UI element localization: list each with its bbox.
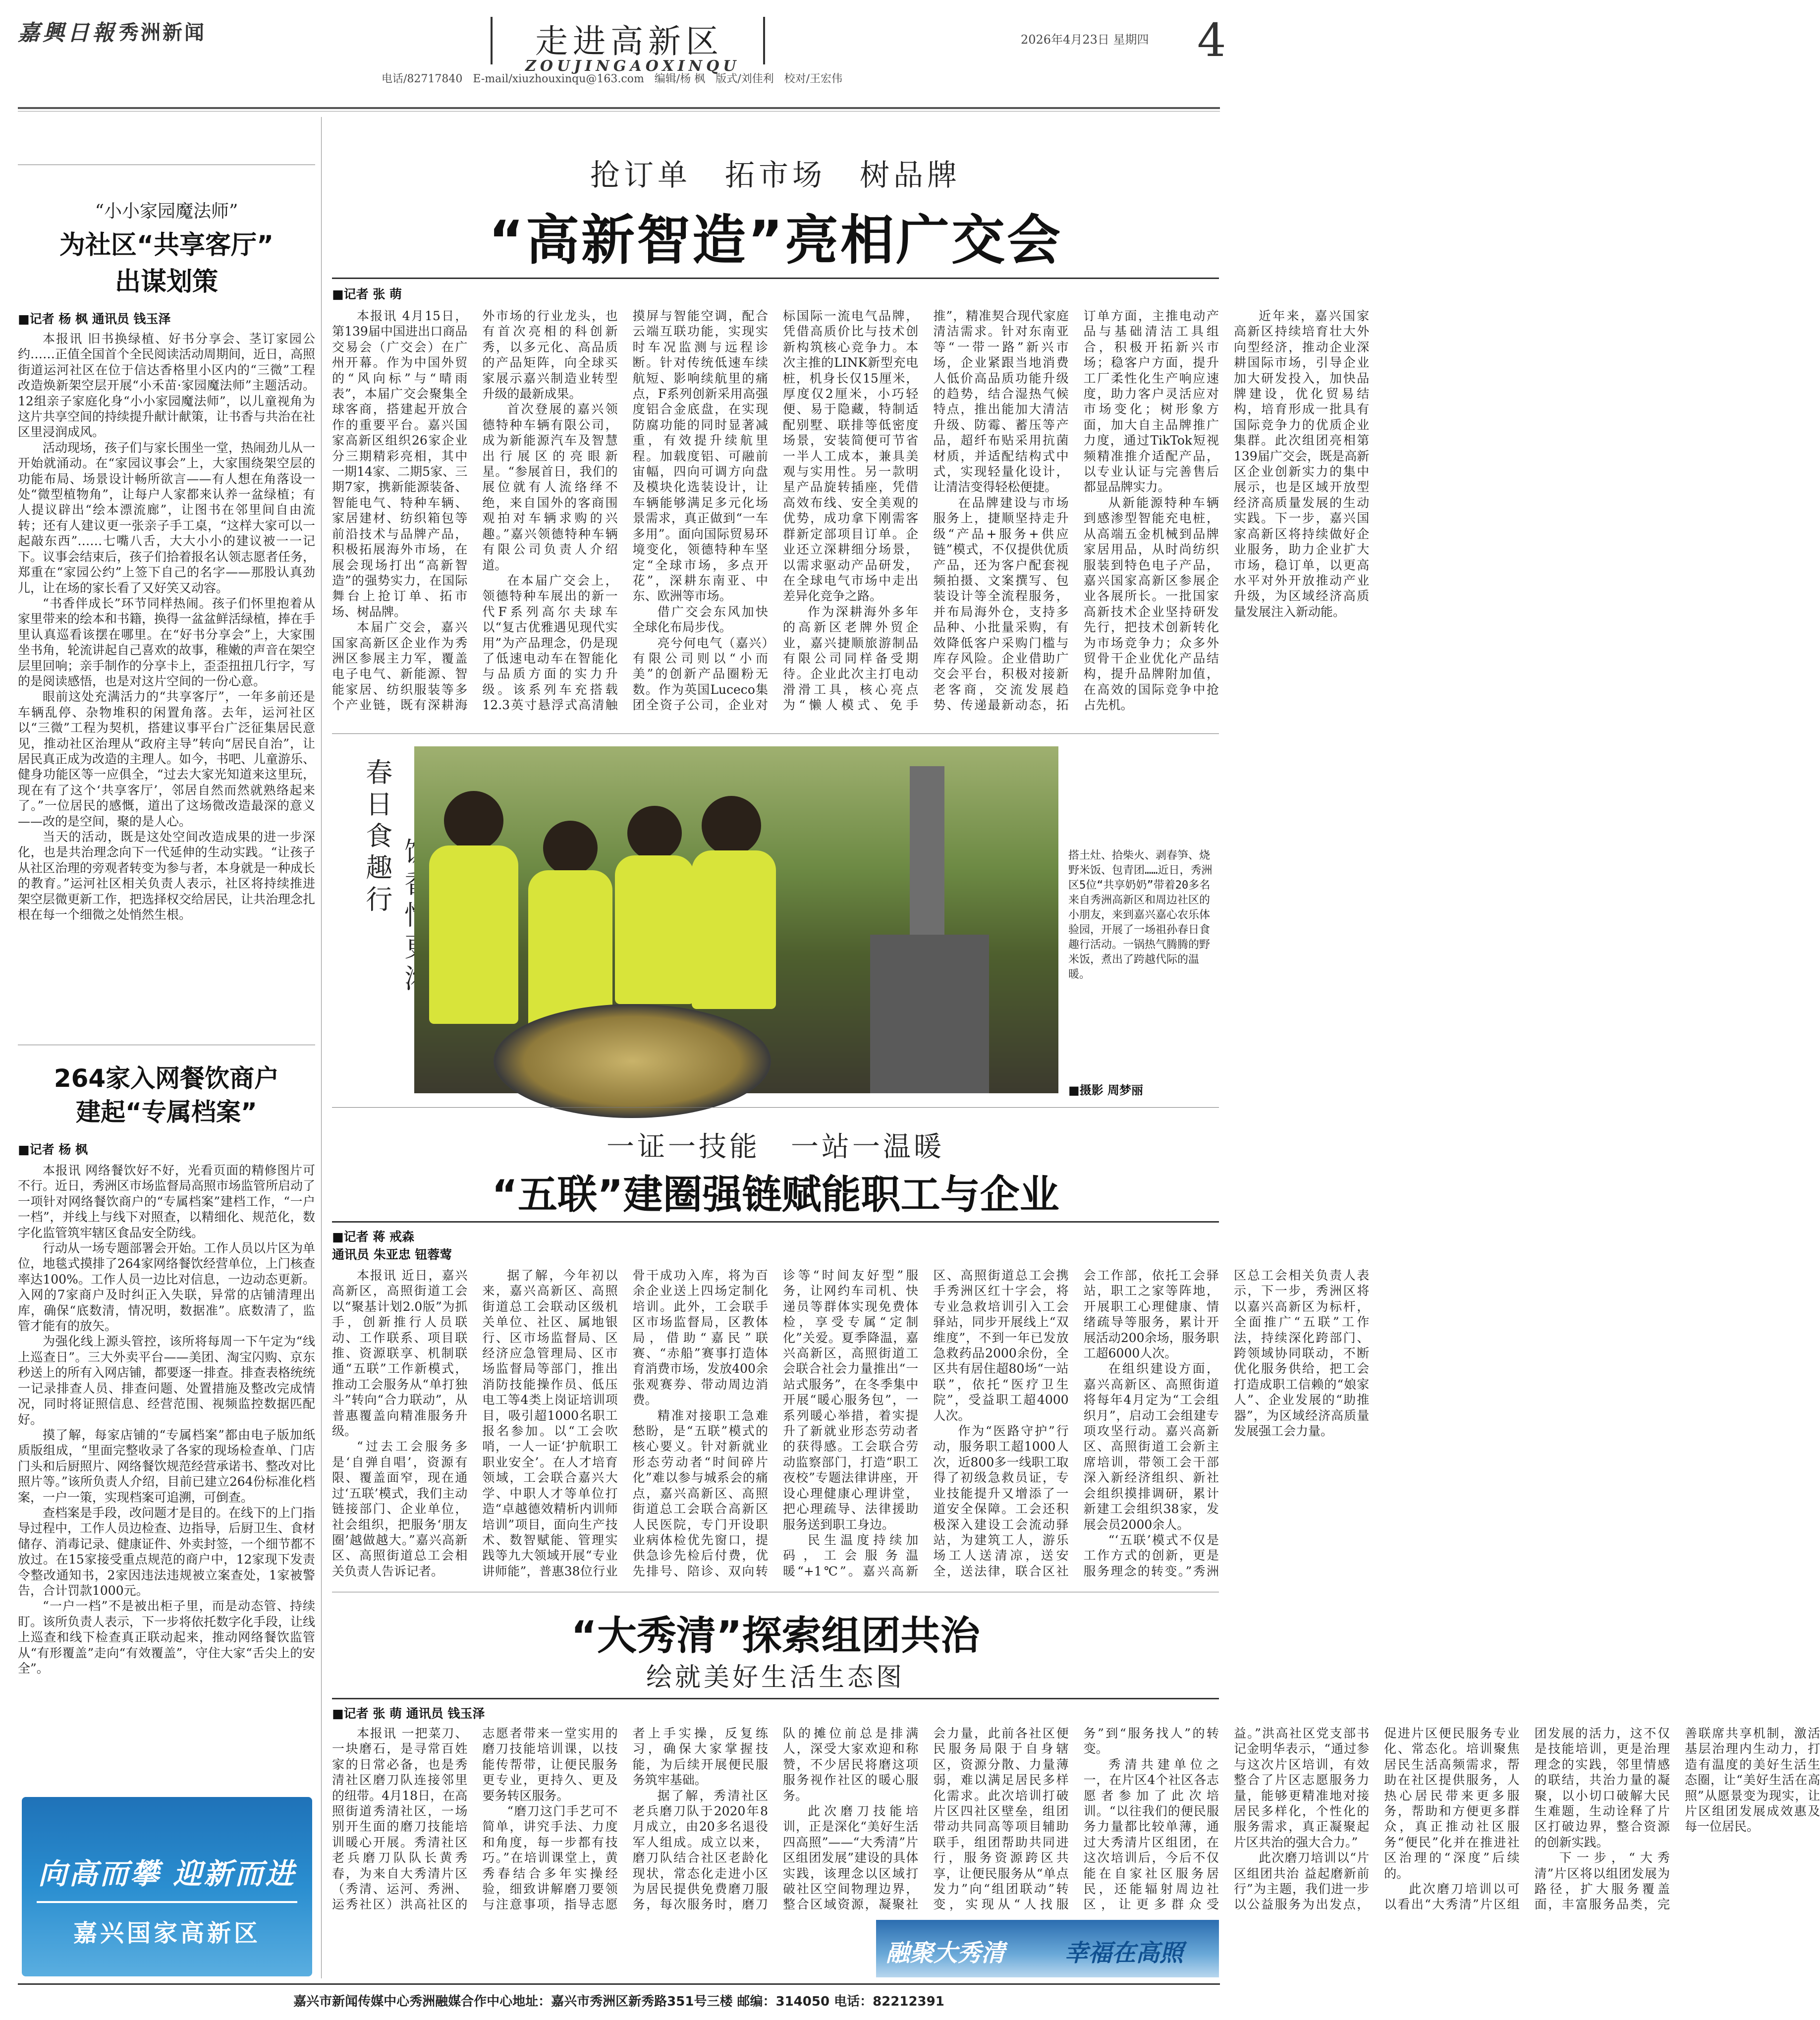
paragraph: 在本届广交会上，领德特种车展出的新一代F系列高尔夫球车以“复古优雅遇见现代实用”为产品理念，仍是现了低速电动车在智能化与品质方面的实力升级。该系列车充搭载12.3英寸悬浮式高清触摸屏与智能空调，配合云端互联功能，实现实时车况监测与远程诊断。针对传统低速车续航短、影响续航里的痛点，F系列创新采用高强度铝合金底盘，在实现防腐功能的同时显著减重，有效提升续航里程。加载度铝、可融前宙幅，四向可调方向盘及模块化选装设计，让车辆能够满足多元化场景需求，真正做到“一车多用”。面向国际贸易环境变化，领德特种车坚定“全球市场，多点开花”，深耕东南亚、中东、欧洲等市场。 — [482, 309, 768, 713]
middle-article-body — [332, 1268, 1370, 1581]
photo-caption: 搭土灶、拾柴火、剥春笋、烧野米饭、包青团……近日，秀洲区5位“共享奶奶”带着20多名来自秀洲高新区和周边社区的小朋友，来到嘉兴嘉心农乐体验园，开展了一场祖孙春日食趣行活动。一锅热气腾腾的野米饭，煮出了跨越代际的温暖。 — [1068, 849, 1213, 981]
column-divider — [321, 117, 322, 1978]
paragraph: 近年来，嘉兴国家高新区持续培育壮大外向型经济，推动企业深耕国际市场，引导企业加大研发投入，加快品牌建设，优化贸易结构，培育形成一批具有国际竞争力的优质企业集群。此次组团亮相第139届广交会，既是高新区企业创新实力的集中展示，也是区域开放型经济高质量发展的生动实践。下一步，嘉兴国家高新区将持续做好企业服务，助力企业扩大市场，稳订单，以更高水平对外开放推动产业升级，为区域经济高质量发展注入新动能。 — [1233, 309, 1370, 619]
left-article-headline-2: 出谋划策 — [114, 267, 218, 297]
header-rule-thin — [18, 111, 1220, 112]
photo-feature-top-rule — [332, 733, 1219, 734]
left-article-body — [18, 331, 315, 1031]
bottom-article-headline: “大秀清”探索组团共治 — [571, 1613, 980, 1659]
middle-article-top-rule — [332, 1107, 1219, 1108]
paragraph: 查档案是手段，改问题才是目的。在线下的上门指导过程中，工作人员边检查、边指导，后厨卫生、食材储存、消毒记录、健康证件、外卖封签，一个细节都不放过。在15家接受重点规范的商户中，12家现下发责令整改通知书，2家因违法违规被立案查处，1家被警告，合计罚款1000元。 — [18, 1505, 316, 1598]
ad-banner-slogan: 向高而攀 迎新而进 — [38, 1857, 296, 1891]
header-divider-left — [491, 17, 493, 64]
masthead-logo: 嘉興日報 — [18, 20, 117, 46]
paragraph: 本报讯 旧书换绿植、好书分享会、茎订家园公约……正值全国首个全民阅读活动周期间，近日，高照街道运河社区在位于信达香格里小区内的“三微”工程改造焕新架空层开展“小禾苗·家园魔法师”主题活动。12组亲子家庭化身“小小家园魔法师”，以儿童视角为这片共享空间的持续提升献计献策，让书香与共治在社区里浸润成风。 — [18, 332, 316, 440]
paragraph: 本报讯 一把菜刀、一块磨石，是寻常百姓家的日常必备，也是秀清社区磨刀队连接邻里的纽带。4月18日，在高照街道秀清社区，一场别开生面的磨刀技能培训暖心开展。秀清社区老兵磨刀队队长黄秀春，为来自大秀清片区（秀清、运河、秀洲、运秀社区）洪高社区的志愿者带来一堂实用的磨刀技能培训课，以技能传帮带，让便民服务更专业，更持久、更及要务转区服务。 — [332, 1726, 618, 1912]
paragraph: 活动现场，孩子们与家长围坐一堂，热闹劲儿从一开始就涌动。在“家园议事会”上，大家围绕架空层的功能布局、场景设计畅所欲言——有人想在角落设一处“微型植物角”，让每户人家都来认养一盆绿植；有人提议辟出“绘本漂流廊”，让图书在邻里间自由流转；还有人建议更一张亲子手工桌，“这样大家可以一起敲东西”……七嘴八舌，大大小小的建议被一一记下。议事会结束后，孩子们拾着报名认领志愿者任务，郑重在“家园公约”上签下自己的名字——那股认真劲儿，让在场的家长看了又好笑又动容。 — [18, 440, 316, 595]
ad-banner-high-tech-zone — [22, 1797, 312, 1976]
paragraph: “过去工会服务多是‘自弹自唱’，资源有限、覆盖面窄，现在通过‘五联’模式，我们主动链接部门、企业单位，社会组织，把服务‘朋友圈’越做越大。”嘉兴高新区、高照街道总工会相关负责人告诉记者。 — [332, 1439, 468, 1578]
top-article-rule — [332, 278, 1219, 279]
photo-credit: ■摄影 周梦丽 — [1068, 1083, 1144, 1097]
middle-article-kicker: 一证一技能 一站一温暖 — [607, 1131, 944, 1163]
paragraph: 借广交会东风加快全球化布局步伐。 — [632, 604, 768, 635]
paragraph: 作为“医路守护”行动，服务职工超1000人次，近800多一线职工取得了初级急救员证，专业技能提升又增添了一道安全保障。工会还积极深入建设工会流动驿站，为建筑工人，游乐场工人送清凉，送安全，送法律，联合区社会工作部，依托工会驿站，职工之家等阵地，开展职工心理健康、情绪疏导等服务，累计开展活动200余场，服务职工超6000人次。 — [933, 1268, 1219, 1578]
stove-body — [870, 935, 989, 1093]
paragraph: 在组织建设方面，嘉兴高新区、高照街道将每年4月定为“工会组织月”，启动工会组建专项攻坚行动。嘉兴高新区、高照街道工会新主席培训，带领工会干部深入新经济组织、新社会组织摸排调研，累计新建工会组织38家，发展会员2000余人。 — [1083, 1361, 1219, 1532]
child-figure — [444, 791, 503, 850]
paragraph: 此次磨刀培训以可以看出“大秀清”片区组团发展的活力，这不仅是技能培训，更是治理理念的实践，邻里情感的联结，共治力量的凝聚，以小切口破解大民生难题，生动诠释了片区打破边界，整合资源的创新实践。 — [1384, 1726, 1670, 1912]
paragraph: 据了解，秀清社区老兵磨刀队于2020年8月成立，由20多名退役军人组成。成立以来，磨刀队结合社区老龄化现状，常态化走进小区为居民提供免费磨刀服务，每次服务时，磨刀队的摊位前总是排满人，深受大家欢迎和称赞，不少居民将磨这项服务视作社区的暖心服务。 — [632, 1726, 919, 1912]
middle-article-byline-1: ■记者 蒋 戒森 — [332, 1230, 415, 1244]
paragraph: 眼前这处充满活力的“共享客厅”，一年多前还是车辆乱停、杂物堆积的闲置角落。去年，运河社区以“三微”工程为契机，搭建议事平台广泛征集居民意见，推动社区治理从“政府主导”转向“居民自治”，让居民真正成为改造的主理人。如今，书吧、儿童游乐、健身功能区等一应俱全，“过去大家光知道来这里玩，现在有了这个‘共享客厅’，邻居自然而然就熟络起来了。”一位居民的感慨，道出了这场微改造最深的意义——改的是空间，聚的是人心。 — [18, 689, 316, 829]
paragraph: 本报讯 网络餐饮好不好，光看页面的精修图片可不行。近日，秀洲区市场监督局高照市场监管所启动了一项针对网络餐饮商户的“专属档案”建档工作，“一户一档”，并线上与线下对照查，以精细化、规范化，数字化监管筑牢辖区食品安全防线。 — [18, 1163, 316, 1240]
masthead-section: 秀洲新闻 — [119, 21, 206, 44]
paragraph: 此次磨刀培训以“片区组团共治 益起磨新前行”为主题，我们进一步以公益服务为出发点，促进片区便民服务专业化、常态化。培训聚焦居民生活高频需求，帮助在社区提供服务，人热心居民带来更多服务，帮助和方便更多群众，真正推动社区服务“便民”化并在推进社区治理的“深度”后续的。 — [1233, 1726, 1520, 1912]
child-figure — [627, 806, 682, 860]
paragraph: 摸了解，每家店铺的“专属档案”都由电子版加纸质版组成，“里面完整收录了各家的现场检查单、门店门头和后厨照片、网络餐饮规范经营承诺书、整改对比照片等。”该所负责人介绍，目前已建立264份标准化档案，一户一策，实现档案可追溯，可倒查。 — [18, 1427, 316, 1505]
paragraph: 本报讯 近日，嘉兴高新区，高照街道工会以“聚基计划2.0版”为抓手，创新推行人员联动、工作联系、项目联推、资源联享、机制联通“五联”工作新模式，推动工会服务从“单打独斗”转向“合力联动”，从普惠覆盖向精准服务升级。 — [332, 1268, 468, 1439]
photo-children-cooking — [414, 746, 1058, 1093]
ad-banner-name: 嘉兴国家高新区 — [73, 1919, 261, 1947]
child-vest — [429, 845, 518, 1024]
paragraph: 亮兮何电气（嘉兴）有限公司则以“小而美”的创新产品圈粉无数。作为英国Luceco集团全资子公司，企业对标国际一流电气品牌，凭借高质价比与技术创新构筑核心竞争力。本次主推的LINK新型充电桩，机身长仅15厘米，厚度仅2厘米，小巧轻便、易于隐藏，特制适配别墅、联排等低密度场景，安装简便可节省一半人工成本，兼具美观与实用性。另一款明星产品旋转插座，凭借高效布线、安全美观的优势，成功拿下刚需客群新定部项目订单。企业还立深耕细分场景，以需求驱动产品研发，在全球电气市场中走出差异化竞争之路。 — [632, 309, 919, 713]
left-article2-byline: ■记者 杨 枫 — [18, 1142, 88, 1157]
bottom-article-subheadline: 绘就美好生活生态图 — [646, 1663, 905, 1692]
ad-banner-slogan-1: 融聚大秀清 — [886, 1939, 1005, 1967]
paragraph: “一户一档”不是被出柜子里，而是动态管、持续盯。该所负责人表示，下一步将依托数字化手段，让线上巡查和线下检查真正联动起来，推动网络餐饮监管从“有形覆盖”走向“有效覆盖”，守住大家“舌尖上的安全”。 — [18, 1599, 316, 1676]
paragraph: “‘五联’模式不仅是工作方式的创新，更是服务理念的转变。”秀洲区总工会相关负责人表示，下一步，秀洲区将以嘉兴高新区为标杆，全面推广“五联”工作法，持续深化跨部门、跨领域协同联动，不断优化服务供给，把工会打造成职工信赖的“娘家人”、企业发展的“助推器”，为区域经济高质量发展强工会力量。 — [1083, 1268, 1370, 1578]
paragraph: 秀清共建单位之一，在片区4个社区各志愿者参加了此次培训。“以往我们的便民服务力量都比较单薄，通过大秀清片区组团，在这次培训后，今后不仅能在自家社区服务居民，还能辐射周边社区，让更多群众受益。”洪高社区党支部书记金明华表示，“通过参与这次片区培训，有效整合了片区志愿服务力量，能够更精准地对接居民多样化，个性化的服务需求，真正凝聚起片区共治的强大合力。” — [1083, 1726, 1370, 1912]
child-vest — [615, 855, 694, 1004]
left-article-headline-1: 为社区“共享客厅” — [59, 230, 274, 260]
top-article-kicker: 抢订单 拓市场 树品牌 — [590, 158, 961, 193]
paragraph: 精准对接职工急难愁盼，是“五联”模式的核心要义。针对新就业形态劳动者“时间碎片化”难以参与城系会的痛点，嘉兴高新区、高照街道总工会联合高新区人民医院，专门开设职业病体检优先窗口，提供急诊先检后付费，优先排号、陪诊、双向转诊等“时间友好型”服务，让网约车司机、快递员等群体实现免费体检，享受专属“定制化”关爱。夏季降温，嘉兴高新区，高照街道工会联合社会力量推出“一站式服务”，在冬季集中开展“暖心服务包”，一系列暖心举措，着实提升了新就业形态劳动者的获得感。工会联合劳动监察部门，打造“职工夜校”专题法律讲座，开设心理健康心理讲堂，把心理疏导、法律援助服务送到职工身边。 — [632, 1268, 919, 1578]
top-article-body — [332, 308, 1370, 723]
child-figure — [543, 821, 598, 875]
footer-address: 嘉兴市新闻传媒中心秀洲融媒合作中心地址：嘉兴市秀洲区新秀路351号三楼 邮编：314050 电话：82212391 — [293, 1994, 944, 2009]
paragraph: 据了解，今年初以来，嘉兴高新区、高照街道总工会联动区级机关单位、社区、属地银行、区市场监督局、区经济应急管理局、区市场监督局等部门，推出消防技能操作员、低压电工等4类上岗证培训项目，吸引超1000名职工报名参加。以“工会吹哨，一人一证‘护航职工职业安全’。在人才培育领域，工会联合嘉兴大学、中职人才等单位打造“卓越德效精析内训师培训”项目，面向生产技术、数智赋能、管理实践等九大领域开展“专业讲师能”，普惠38位行业骨干成功入库，将为百余企业送上四场定制化培训。此外，工会联手区市场监督局，区教体局，借助“嘉民”联赛、“赤船”赛事打造体育消费市场，发放400余张观赛券、带动周边消费。 — [482, 1268, 768, 1578]
edition-pinyin: ZOUJINGAOXINQU — [525, 57, 740, 75]
edition-title: 走进高新区 — [535, 22, 723, 60]
middle-article-rule — [332, 1221, 1219, 1223]
paragraph: 从新能源特种车辆到感渗型智能充电桩，从高端五金机械到品牌家居用品，从时尚纺织服装到特色电子产品，嘉兴国家高新区参展企业各展所长。一批国家高新技术企业坚持研发先行，把技术创新转化为市场竞争力；众多外贸骨干企业优化产品结构，提升品牌附加值，在高效的国际竞争中抢占先机。 — [1083, 495, 1219, 713]
paragraph: 当天的活动，既是这处空间改造成果的进一步深化，也是共治理念向下一代延伸的生动实践。“让孩子从社区治理的旁观者转变为参与者，本身就是一种成长的教育。”运河社区相关负责人表示，社区将持续推进架空层微更新工作，把选择权交给居民，让共治理念扎根在每一个细微之处悄然生根。 — [18, 830, 316, 922]
header-divider-right — [763, 17, 765, 64]
paragraph: 首次登展的嘉兴领德特种车辆有限公司，成为新能源汽车及智慧出行展区的亮眼新星。“参展首日，我们的展位就有人流络绎不绝，来自国外的客商围观拍对车辆求购的兴趣。”嘉兴领德特种车辆有限公司负责人介绍道。 — [482, 402, 618, 572]
left-article2-body — [18, 1163, 315, 1777]
editor: 编辑/杨 枫 — [654, 73, 706, 85]
header-contacts — [382, 70, 877, 86]
child-figure — [702, 796, 761, 855]
paragraph: 作为深耕海外多年的高新区老牌外贸企业，嘉兴捷顺旅游制品有限公司同样备受期待。企业此次主打电动滑滑工具，核心亮点为“懒人模式、免手推”，精准契合现代家庭清洁需求。针对东南亚等“一带一路”新兴市场，企业紧跟当地消费人低价高品质功能升级的趋势，结合湿热气候特点，推出能加大清洁升级、防霉、蓄压等产品，超纤布贴采用抗菌材质，并适配结构式中式，实现轻量化设计，让清洁变得轻松便捷。 — [782, 309, 1069, 713]
middle-article-byline-2: 通讯员 朱亚忠 钮蓉莺 — [332, 1247, 452, 1262]
ad-banner-slogan-2: 幸福在高照 — [1064, 1939, 1184, 1967]
ad-banner-divider — [37, 1901, 297, 1903]
paragraph: 本报讯 4月15日，第139届中国进出口商品交易会（广交会）在广州开幕。作为中国外贸的“风向标”与“晴雨表”，本届广交会聚集全球客商，搭建起开放合作的重要平台。嘉兴国家高新区组织26家企业分三期精彩亮相，其中一期14家、二期5家、三期7家，携新能源装备、智能电气、特种车辆、家居建材、纺织箱包等前沿技术与品牌产品，积极拓展海外市场，在展会现场打出“高新智造”的强势实力，在国际舞台上抢订单、拓市场、树品牌。 — [332, 309, 468, 619]
bottom-article-byline: ■记者 张 萌 通讯员 钱玉泽 — [332, 1706, 485, 1721]
middle-article-headline: “五联”建圈强链赋能职工与企业 — [492, 1172, 1059, 1218]
bottom-article-body — [332, 1726, 1820, 1914]
top-article-byline: ■记者 张 萌 — [332, 287, 402, 301]
left-article2-headline-1: 264家入网餐饮商户 — [54, 1064, 279, 1093]
paragraph: 为强化线上源头管控，该所将每周一下午定为“线上巡查日”。三大外卖平台——美团、淘宝闪购、京东秒送上的所有入网店铺，都要逐一排查。排查表格统统一记录排查人员、排查问题、处置措施及整改完成情况，同时将证照信息、经营范围、视频监控数据匹配好。 — [18, 1334, 316, 1427]
bottom-article-rule — [332, 1698, 1219, 1699]
issue-date: 2026年4月23日 星期四 — [1021, 33, 1149, 47]
proofreader: 校对/王宏伟 — [784, 73, 843, 85]
left-article-kicker: “小小家园魔法师” — [95, 201, 238, 222]
designer: 版式/刘佳利 — [716, 73, 774, 85]
paragraph: 本届广交会，嘉兴国家高新区企业作为秀洲区参展主力军，覆盖电子电气、新能源、智能家居、纺织服装等多个产业链，既有深耕海外市场的行业龙头，也有首次亮相的科创新秀，以多元化、高品质的产品矩阵，向全球买家展示嘉兴制造业转型升级的最新成果。 — [332, 309, 618, 713]
ad-banner-daxiuqing — [876, 1920, 1219, 1977]
left-article-byline: ■记者 杨 枫 通讯员 钱玉泽 — [18, 312, 171, 326]
paragraph: 民生温度持续加码，工会服务温暖“+1℃”。嘉兴高新区、高照街道总工会携手秀洲区红十字会，将专业急救培训引入工会驿站，同步开展线上“双维度”，不到一年已发放急救药品2000余份，全区共有居住超80场“一站联”，依托“医疗卫生院”，受益职工超4000人次。 — [782, 1268, 1069, 1578]
footer-rule — [18, 1983, 1220, 1985]
paragraph: 此次磨刀技能培训，正是深化“美好生活四高照”——“大秀清”片区组团发展”建设的具体实践，该理念以区域打破社区空间物理边界，整合区域资源，凝聚社会力量，此前各社区便民服务局限于自身辖区，资源分散、力量薄弱，难以满足居民多样化需求。此次培训打破片区四社区壁垒，组团带动共同高等项目辅助联手，组团帮助共同进行，服务资源跨区共享，让便民服务从“单点发力”向“组团联动”转变，实现从“人找服务”到“服务找人”的转变。 — [782, 1726, 1219, 1912]
header-rule — [18, 107, 1220, 109]
child-vest — [692, 850, 776, 1009]
paragraph: “磨刀这门手艺可不简单，讲究手法、力度和角度，每一步都有技巧。”在培训课堂上，黄秀春结合多年实操经验，细致讲解磨刀要领与注意事项，指导志愿者上手实操，反复练习，确保大家掌握技能，为后续开展便民服务筑牢基础。 — [482, 1726, 768, 1912]
page-number: 4 — [1197, 14, 1226, 67]
email: E-mail/xiuzhouxinqu@163.com — [473, 73, 644, 85]
paragraph: 在品牌建设与市场服务上，捷顺坚持走升级“产品+服务+供应链”模式，不仅提供优质产品，还为客户配套视频拍摄、文案撰写、包装设计等全流程服务，并布局海外仓，支持多品种、小批量采购，有效降低客户采购门槛与库存风险。企业借助广交会平台，积极对接新老客商，交流发展趋势、传递最新动态，拓订单方面，主推电动产品与基础清洁工具组合，积极开拓新兴市场；稳客户方面，提升工厂柔性化生产响应速度，助力客户灵活应对市场变化；树形象方面，加大自主品牌推广力度，通过TikTok短视频精准推介适配产品，以专业认证与完善售后都显品牌实力。 — [933, 309, 1219, 713]
paragraph: 行动从一场专题部署会开始。工作人员以片区为单位，地毯式摸排了264家网络餐饮经营单位，上门核查率达100%。工作人员一边比对信息，一边动态更新。入网的7家商户及时纠正入失联，异常的店铺清理出库，确保“底数清，情况明，数据准”。底数清了，监管才能有的放矢。 — [18, 1241, 316, 1334]
wok-of-rice — [494, 1004, 771, 1118]
phone: 电话/82717840 — [382, 73, 463, 85]
paragraph: 下一步，“大秀清”片区将以组团发展为路径，扩大服务覆盖面，丰富服务品类，完善联席共享机制，激活基层治理内生动力，打造有温度的美好生活生态圈，让“美好生活在高照”从愿景变为现实，让片区组团发展成效惠及每一位居民。 — [1534, 1726, 1820, 1912]
paragraph: “书香伴成长”环节同样热闹。孩子们怀里抱着从家里带来的绘本和书籍，换得一盆盆鲜活绿植，捧在手里认真巡看该摆在哪里。在“好书分享会”上，大家围坐书角，轮流讲起自己喜欢的故事，稚嫩的声音在架空层里回响；亲手制作的分享卡上，歪歪扭扭几行字，写的是阅读感悟，也是对这片空间的一份心意。 — [18, 596, 316, 688]
top-article-headline: “高新智造”亮相广交会 — [489, 210, 1062, 272]
left-article2-headline-2: 建起“专属档案” — [76, 1098, 257, 1126]
photo-feature-title-1: 春日食趣行 — [361, 758, 393, 917]
